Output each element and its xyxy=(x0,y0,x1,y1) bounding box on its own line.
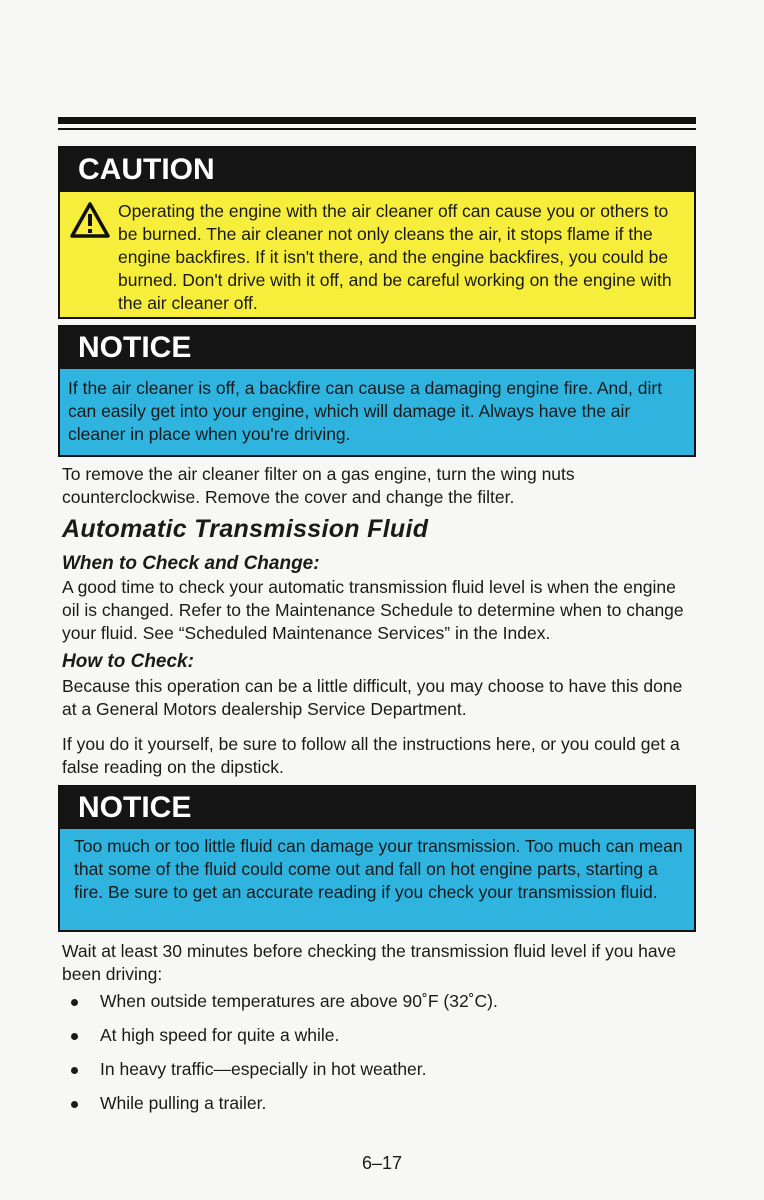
list-item: At high speed for quite a while. xyxy=(62,1024,692,1058)
bullet-icon xyxy=(71,1067,78,1074)
wait-paragraph: Wait at least 30 minutes before checking the transmission fluid level if you have been driving: xyxy=(62,941,677,984)
when-to-check-paragraph: A good time to check your automatic transmission fluid level is when the engine oil is changed. Refer to the Maintenance Schedule to determine when to change your fluid. See “Scheduled Maintenance Services” in the Index. xyxy=(62,577,684,643)
notice-body: Too much or too little fluid can damage your transmission. Too much can mean that some of the fluid could come out and fall on hot engine parts, starting a fire. Be sure to get an accurate reading if you check your transmission fluid. xyxy=(60,829,694,930)
remove-filter-paragraph: To remove the air cleaner filter on a gas engine, turn the wing nuts counterclockwise. Remove the cover and change the filter. xyxy=(62,464,575,507)
bullet-icon xyxy=(71,1101,78,1108)
bullet-icon xyxy=(71,999,78,1006)
page-number: 6–17 xyxy=(361,1153,403,1173)
list-item: In heavy traffic—especially in hot weather. xyxy=(62,1058,692,1092)
top-rule-thick xyxy=(58,117,696,124)
driving-conditions-list xyxy=(62,990,692,1126)
notice-box-transmission xyxy=(58,785,696,932)
notice-box-air-cleaner xyxy=(58,325,696,457)
bullet-icon xyxy=(71,1033,78,1040)
caution-box xyxy=(58,146,696,319)
section-heading: Automatic Transmission Fluid xyxy=(62,515,429,543)
how-to-check-paragraph-1: Because this operation can be a little difficult, you may choose to have this done at a General Motors dealership Service Department. xyxy=(62,676,683,719)
how-to-check-paragraph-2: If you do it yourself, be sure to follow all the instructions here, or you could get a false reading on the dipstick. xyxy=(62,734,680,777)
when-to-check-heading: When to Check and Change: xyxy=(62,553,320,574)
notice-header: NOTICE xyxy=(60,787,694,829)
notice-body: If the air cleaner is off, a backfire can cause a damaging engine fire. And, dirt can easily get into your engine, which will damage it. Always have the air cleaner in place when you're driving. xyxy=(60,369,694,455)
warning-triangle-icon xyxy=(70,202,110,238)
how-to-check-heading: How to Check: xyxy=(62,651,194,672)
caution-text: Operating the engine with the air cleaner off can cause you or others to be burned. The air cleaner not only cleans the air, it stops flame if the engine backfires. If it isn't there, and the engine backfires, you could be burned. Don't drive with it off, and be careful working on the engine with the air cleaner off. xyxy=(118,201,672,313)
caution-header: CAUTION xyxy=(60,148,694,192)
list-item: While pulling a trailer. xyxy=(62,1092,692,1126)
notice-header: NOTICE xyxy=(60,327,694,369)
list-item: When outside temperatures are above 90˚F (32˚C). xyxy=(62,990,692,1024)
caution-body xyxy=(60,192,694,317)
top-rule-thin xyxy=(58,128,696,130)
